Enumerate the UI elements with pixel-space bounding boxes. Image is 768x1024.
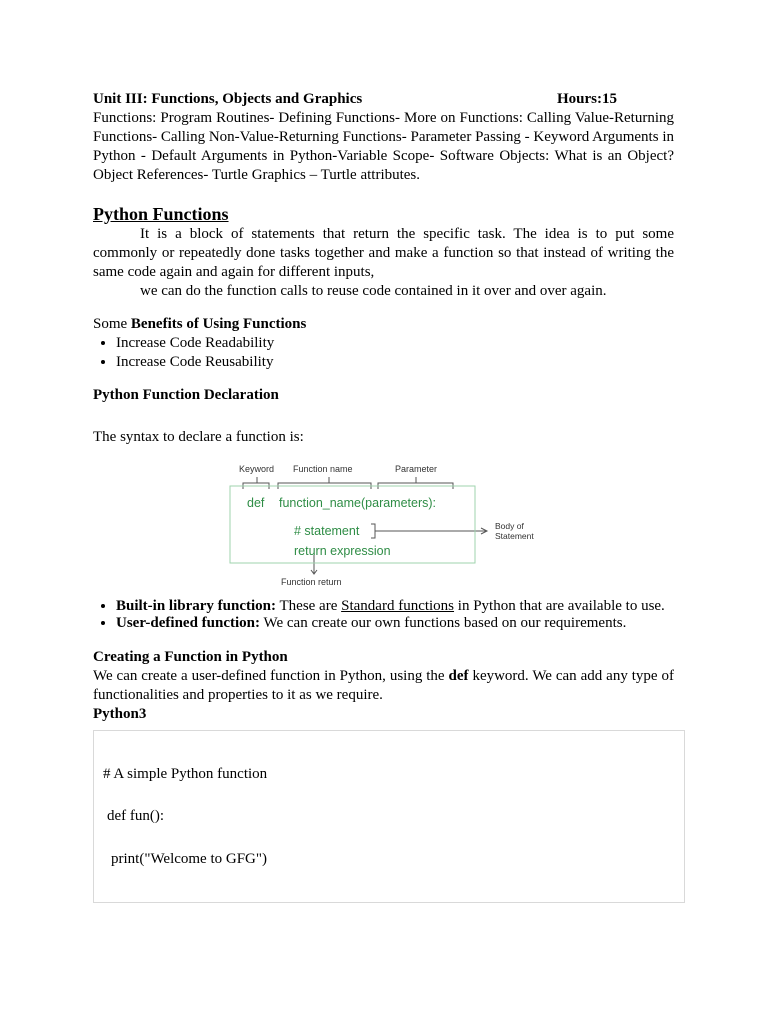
diagram-code-def: def [247,496,265,510]
list-item [116,614,674,633]
diagram-code-signature: function_name(parameters): [279,496,437,510]
creating-text-keyword: def [448,668,469,684]
document-body [93,90,674,724]
python-functions-heading: Python Functions [93,204,229,224]
unit-hours: Hours:15 [557,91,617,107]
python-functions-para1: It is a block of statements that return the specific task. The idea is to put some commonly or repeatedly done tasks together and make a function so that instead of writing the same code again and again for different inputs, [93,226,674,280]
creating-text [93,667,674,705]
syntax-intro: The syntax to declare a function is: [93,429,304,445]
diagram-label-function-name: Function name [293,464,353,474]
code-block[interactable] [93,730,685,903]
syllabus-text: Functions: Program Routines- Defining Functions- More on Functions: Calling Value-Returning Functions- Calling Non-Value-Returning Functions- Parameter Passing - Keyword Arguments in Python - Default Arguments in Python-Variable Scope- Software Objects: What is an Object? Object References- Turtle Graphics – Turtle attributes. [93,110,674,183]
user-title: User-defined function: [116,615,261,631]
code-line-comment: # A simple Python function [103,766,268,782]
unit-header [93,90,674,109]
builtin-post: in Python that are available to use. [454,598,665,614]
builtin-title: Built-in library function: [116,598,277,614]
diagram-code-statement: # statement [294,524,360,538]
declaration-heading: Python Function Declaration [93,387,279,403]
builtin-pre: These are [276,598,342,614]
diagram-label-parameter: Parameter [395,464,438,474]
code-line-print: print("Welcome to GFG") [111,851,268,867]
diagram-label-keyword: Keyword [239,464,275,474]
diagram-label-body-1: Body of [495,521,524,531]
unit-title: Unit III: Functions, Objects and Graphics [93,91,363,107]
function-types-list [93,597,674,633]
creating-heading: Creating a Function in Python [93,649,288,665]
benefits-prefix: Some [93,316,131,332]
diagram-code-return: return expression [294,544,391,558]
benefits-title: Benefits of Using Functions [130,316,307,332]
python-functions-para2: we can do the function calls to reuse code contained in it over and over again. [140,283,607,299]
list-item: • Increase Code Reusability [116,353,674,372]
code-line-def: def fun(): [107,808,165,824]
function-syntax-diagram [219,461,549,587]
user-text: We can create our own functions based on our requirements. [260,615,627,631]
language-label: Python3 [93,706,147,722]
diagram-label-body-2: Statement [495,531,534,541]
diagram-brackets [243,477,487,574]
list-item: • Increase Code Readability [116,334,674,353]
diagram-label-function-return: Function return [281,577,342,587]
standard-functions-link[interactable]: Standard functions [341,598,455,614]
benefits-list [93,334,674,372]
benefits-intro [93,315,674,334]
creating-text-post: keyword. We can add any type of functionalities and properties to it as we require. [93,668,674,703]
creating-text-pre: We can create a user-defined function in Python, using the [93,668,449,684]
